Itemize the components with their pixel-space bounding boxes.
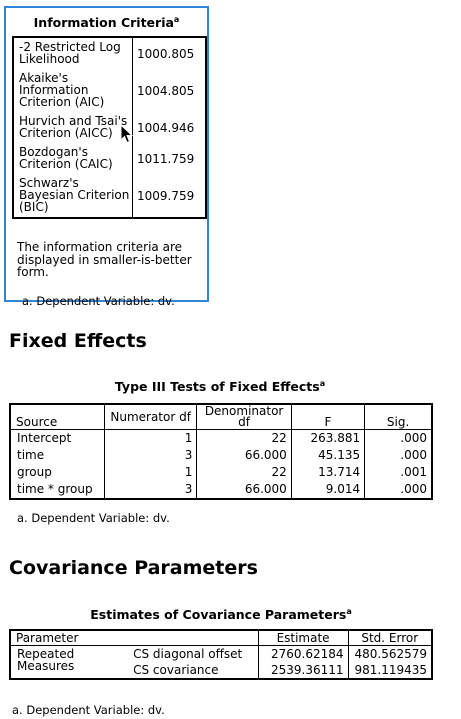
information-criteria-table [12,36,207,219]
fixed-effects-footnote: a. Dependent Variable: dv. [17,511,170,525]
sig-cell: .000 [365,447,432,464]
criterion-label: -2 Restricted Log Likelihood [13,37,133,69]
denominator-df-cell: 22 [197,464,291,481]
table-row [13,143,206,174]
criterion-value: 1004.805 [137,83,195,98]
title-footnote-marker: a [319,379,326,388]
fixed-effects-table-title [7,379,433,394]
criterion-label: Bozdogan's Criterion (CAIC) [13,143,133,174]
criterion-value: 1004.946 [137,120,195,135]
table-header-row [10,630,432,646]
information-criteria-note: The information criteria are displayed in smaller-is-better form. [17,240,192,279]
parameter-cell: CS diagonal offset [133,647,243,661]
table-header-row [10,404,432,430]
numerator-df-cell: 1 [104,464,196,481]
criterion-value: 1011.759 [137,151,195,166]
table-row [10,481,432,499]
source-cell: group [17,465,52,479]
f-cell: 9.014 [291,481,364,499]
std-error-cell: 981.119435 [348,662,432,679]
source-cell: Intercept [17,431,72,445]
f-cell: 13.714 [291,464,364,481]
f-cell: 263.881 [291,430,364,448]
source-cell: time [17,448,45,462]
covariance-parameters-heading: Covariance Parameters [9,557,258,579]
fixed-effects-table-title-text: Type III Tests of Fixed Effects [114,379,320,395]
information-criteria-pivot-table[interactable] [4,6,209,308]
numerator-df-cell: 3 [104,481,196,499]
table-row [13,112,206,143]
std-error-cell: 480.562579 [348,646,432,663]
numerator-df-cell: 1 [104,430,196,448]
information-criteria-title [6,15,207,30]
numerator-df-cell: 3 [104,447,196,464]
title-footnote-marker: a [346,607,352,616]
covariance-parameters-table-title-text: Estimates of Covariance Parameters [90,607,347,623]
column-header-f: F [291,404,364,430]
title-footnote-marker: a [173,15,180,24]
column-header-estimate: Estimate [258,630,348,646]
parameter-cell: CS covariance [133,663,219,677]
source-cell: time * group [17,482,93,496]
f-cell: 45.135 [291,447,364,464]
table-row [13,174,206,218]
table-row [13,69,206,112]
table-row [10,447,432,464]
covariance-parameters-footnote: a. Dependent Variable: dv. [12,703,165,717]
column-header-sig: Sig. [365,404,432,430]
sig-cell: .001 [365,464,432,481]
table-row [13,37,206,69]
column-header-std-error: Std. Error [348,630,432,646]
denominator-df-cell: 66.000 [197,447,291,464]
estimate-cell: 2539.36111 [258,662,348,679]
criterion-label: Schwarz's Bayesian Criterion (BIC) [13,174,133,218]
mouse-pointer-icon [120,124,134,144]
covariance-parameters-table-title [9,607,433,622]
column-header-numerator-df: Numerator df [104,404,196,430]
fixed-effects-pivot-table[interactable] [9,403,433,500]
covariance-parameters-pivot-table[interactable] [9,629,433,680]
criterion-label: Akaike's Information Criterion (AIC) [13,69,133,112]
repeated-measures-cell: Repeated Measures [17,647,75,673]
information-criteria-title-text: Information Criteria [33,15,174,31]
sig-cell: .000 [365,481,432,499]
column-header-denominator-df: Denominator df [197,404,291,430]
table-row [10,464,432,481]
denominator-df-cell: 66.000 [197,481,291,499]
column-header-parameter: Parameter [10,630,258,646]
sig-cell: .000 [365,430,432,448]
criterion-label: Hurvich and Tsai's Criterion (AICC) [13,112,133,143]
criterion-value: 1000.805 [137,46,195,61]
table-row [10,430,432,448]
information-criteria-footnote: a. Dependent Variable: dv. [22,294,175,308]
fixed-effects-heading: Fixed Effects [9,330,147,352]
denominator-df-cell: 22 [197,430,291,448]
estimate-cell: 2760.62184 [258,646,348,663]
criterion-value: 1009.759 [137,188,195,203]
table-row [10,646,432,663]
column-header-source: Source [10,404,104,430]
